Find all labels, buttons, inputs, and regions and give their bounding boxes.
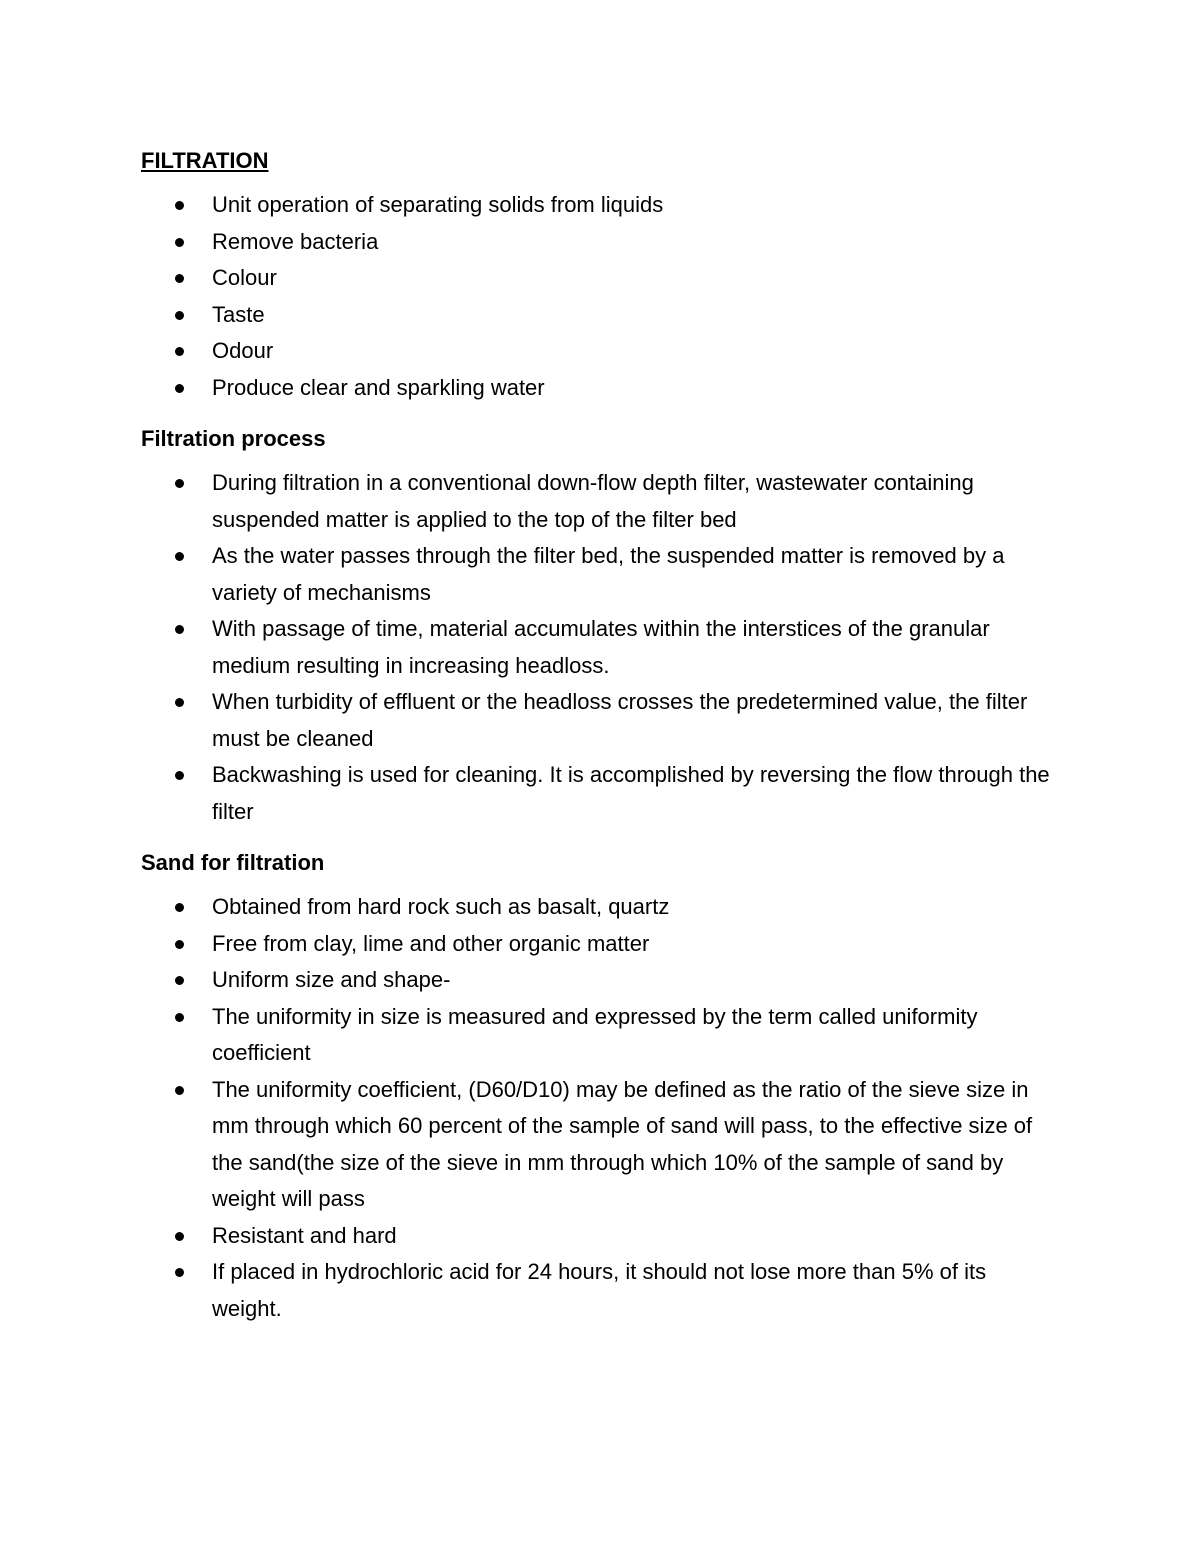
list-item (141, 611, 1061, 684)
list-item (141, 757, 1061, 830)
list-item-text: As the water passes through the filter bed, the suspended matter is removed by a variety of mechanisms (212, 543, 1005, 605)
list-item (141, 1254, 1061, 1327)
list-item-text: When turbidity of effluent or the headloss crosses the predetermined value, the filter must be cleaned (212, 689, 1028, 751)
bullet-icon (175, 940, 184, 949)
list-item-text: Taste (212, 301, 265, 327)
section-spacer (141, 830, 1061, 845)
list-item (141, 889, 1061, 926)
bullet-icon (175, 1268, 184, 1277)
list-item (141, 538, 1061, 611)
bullet-icon (175, 1086, 184, 1095)
list-item-text: If placed in hydrochloric acid for 24 hours, it should not lose more than 5% of its weight. (212, 1259, 987, 1321)
list-item-text: During filtration in a conventional down-flow depth filter, wastewater containing suspended matter is applied to the top of the filter bed (212, 470, 974, 532)
list-item-text: Uniform size and shape- (212, 967, 451, 992)
bullet-list (141, 889, 1061, 1327)
list-item (141, 465, 1061, 538)
list-item-text: The uniformity in size is measured and expressed by the term called uniformity coefficient (212, 1003, 978, 1065)
list-item (141, 333, 1061, 370)
bullet-icon (175, 347, 184, 356)
list-item (141, 926, 1061, 963)
bullet-icon (175, 238, 184, 247)
bullet-icon (175, 1013, 184, 1022)
list-item (141, 224, 1061, 261)
section-spacer (141, 406, 1061, 421)
list-item (141, 370, 1061, 407)
list-item-text: Free from clay, lime and other organic matter (212, 930, 650, 956)
bullet-icon (175, 771, 184, 780)
list-item-text: Odour (212, 338, 274, 363)
list-item-text: Remove bacteria (212, 228, 379, 254)
bullet-icon (175, 479, 184, 488)
section-sand-for-filtration (141, 845, 1061, 1327)
list-item (141, 1218, 1061, 1255)
list-item (141, 684, 1061, 757)
bullet-icon (175, 625, 184, 634)
section-filtration-process (141, 421, 1061, 830)
bullet-icon (175, 201, 184, 210)
list-item-text: The uniformity coefficient, (D60/D10) may be defined as the ratio of the sieve size in mm through which 60 percent of the sample of sand will pass, to the effective size of the sand(the size of the sieve in mm through which 10% of the sample of sand by weight will pass (212, 1076, 1033, 1211)
section-filtration (141, 143, 1061, 406)
list-item-text: Unit operation of separating solids from liquids (212, 192, 664, 217)
section-heading: Sand for filtration (141, 850, 325, 875)
list-item (141, 962, 1061, 999)
list-item-text: Resistant and hard (212, 1222, 397, 1248)
list-item (141, 1072, 1061, 1218)
list-item (141, 187, 1061, 224)
bullet-icon (175, 552, 184, 561)
list-item-text: Backwashing is used for cleaning. It is accomplished by reversing the flow through the filter (212, 762, 1050, 824)
list-item-text: With passage of time, material accumulates within the interstices of the granular medium resulting in increasing headloss. (212, 616, 990, 678)
bullet-icon (175, 384, 184, 393)
list-item-text: Colour (212, 265, 277, 290)
bullet-icon (175, 311, 184, 320)
list-item (141, 297, 1061, 334)
bullet-icon (175, 698, 184, 707)
bullet-list (141, 465, 1061, 830)
bullet-icon (175, 976, 184, 985)
bullet-icon (175, 274, 184, 283)
list-item-text: Produce clear and sparkling water (212, 374, 545, 400)
list-item-text: Obtained from hard rock such as basalt, quartz (212, 894, 670, 919)
section-heading: FILTRATION (141, 148, 269, 173)
list-item (141, 999, 1061, 1072)
document-content (141, 143, 1061, 1327)
list-item (141, 260, 1061, 297)
section-heading: Filtration process (141, 426, 326, 451)
bullet-icon (175, 1232, 184, 1241)
bullet-icon (175, 903, 184, 912)
bullet-list (141, 187, 1061, 406)
